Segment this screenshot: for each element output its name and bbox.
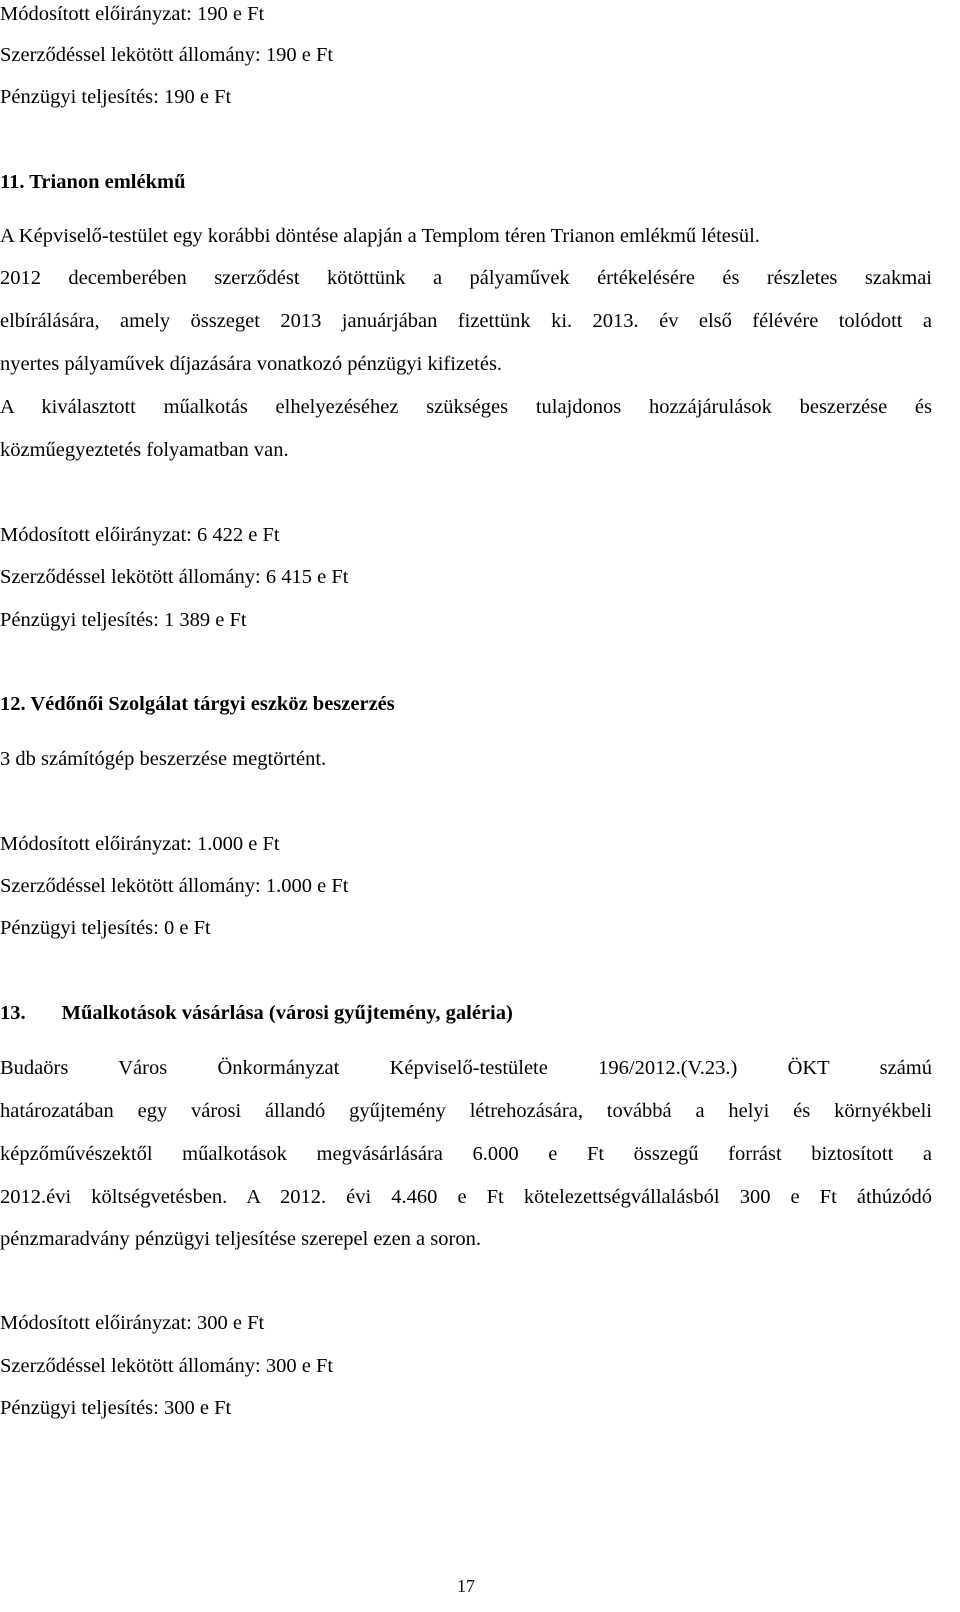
section-13-number: 13. bbox=[0, 1002, 26, 1024]
fulfilled-line: Pénzügyi teljesítés: 190 e Ft bbox=[0, 86, 232, 108]
committed-line: Szerződéssel lekötött állomány: 300 e Ft bbox=[0, 1355, 334, 1377]
appropriation-line: Módosított előirányzat: 6 422 e Ft bbox=[0, 524, 280, 546]
committed-line: Szerződéssel lekötött állomány: 1.000 e Ft bbox=[0, 875, 349, 897]
paragraph-line: 3 db számítógép beszerzése megtörtént. bbox=[0, 748, 327, 770]
committed-line: Szerződéssel lekötött állomány: 6 415 e Ft bbox=[0, 566, 349, 588]
section-13-heading bbox=[0, 1003, 513, 1024]
paragraph-line: elbírálására, amely összeget 2013 januárjában fizettünk ki. 2013. év első félévére tolódott a bbox=[0, 310, 932, 332]
appropriation-line: Módosított előirányzat: 1.000 e Ft bbox=[0, 833, 280, 855]
paragraph-line: A Képviselő-testület egy korábbi döntése alapján a Templom téren Trianon emlékmű létesül. bbox=[0, 225, 760, 247]
fulfilled-line: Pénzügyi teljesítés: 1 389 e Ft bbox=[0, 609, 247, 631]
appropriation-line: Módosított előirányzat: 300 e Ft bbox=[0, 1312, 265, 1334]
section-12-heading: 12. Védőnői Szolgálat tárgyi eszköz beszerzés bbox=[0, 693, 395, 715]
paragraph-line: határozatában egy városi állandó gyűjtemény létrehozására, továbbá a helyi és környékbeli bbox=[0, 1100, 932, 1122]
paragraph-line: 2012.évi költségvetésben. A 2012. évi 4.460 e Ft kötelezettségvállalásból 300 e Ft áthúzódó bbox=[0, 1186, 932, 1208]
appropriation-line: Módosított előirányzat: 190 e Ft bbox=[0, 3, 265, 25]
fulfilled-line: Pénzügyi teljesítés: 300 e Ft bbox=[0, 1397, 232, 1419]
paragraph-line: pénzmaradvány pénzügyi teljesítése szerepel ezen a soron. bbox=[0, 1228, 481, 1250]
fulfilled-line: Pénzügyi teljesítés: 0 e Ft bbox=[0, 917, 211, 939]
page-number: 17 bbox=[457, 1576, 475, 1596]
section-11-heading: 11. Trianon emlékmű bbox=[0, 171, 186, 193]
committed-line: Szerződéssel lekötött állomány: 190 e Ft bbox=[0, 44, 334, 66]
paragraph-line: 2012 decemberében szerződést kötöttünk a pályaművek értékelésére és részletes szakmai bbox=[0, 267, 932, 289]
paragraph-line: közműegyeztetés folyamatban van. bbox=[0, 439, 289, 461]
paragraph-line: nyertes pályaművek díjazására vonatkozó pénzügyi kifizetés. bbox=[0, 353, 503, 375]
paragraph-line: A kiválasztott műalkotás elhelyezéséhez szükséges tulajdonos hozzájárulások beszerzése és bbox=[0, 396, 932, 418]
paragraph-line: Budaörs Város Önkormányzat Képviselő-testülete 196/2012.(V.23.) ÖKT számú bbox=[0, 1057, 932, 1079]
section-13-title: Műalkotások vásárlása (városi gyűjtemény, galéria) bbox=[61, 1002, 513, 1024]
paragraph-line: képzőművészektől műalkotások megvásárlására 6.000 e Ft összegű forrást biztosított a bbox=[0, 1143, 932, 1165]
